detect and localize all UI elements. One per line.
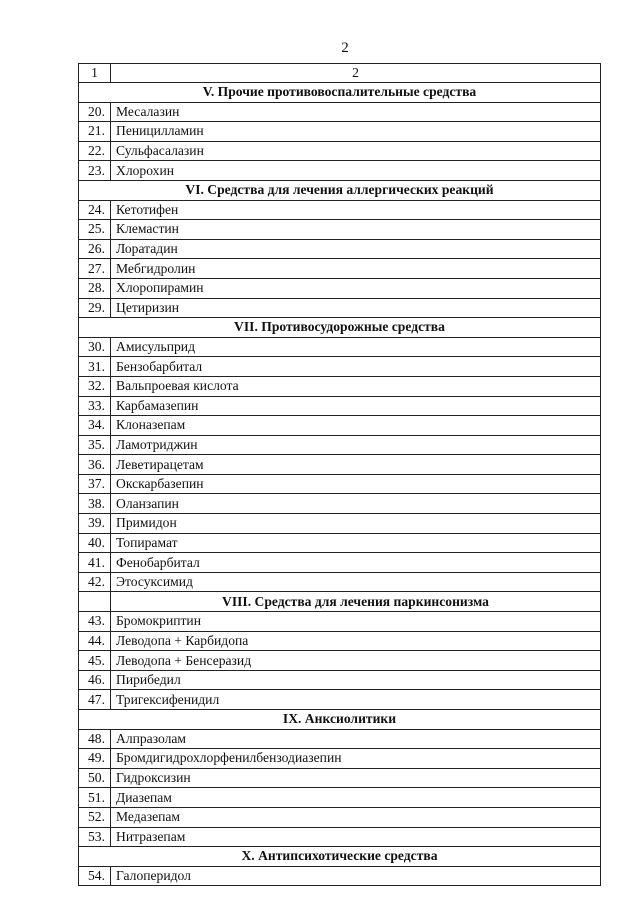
drug-name: Хлоропирамин	[111, 278, 601, 298]
item-number: 31.	[79, 357, 111, 377]
drug-name: Пеницилламин	[111, 122, 601, 142]
table-row	[79, 651, 601, 671]
table-row	[79, 220, 601, 240]
item-number: 35.	[79, 435, 111, 455]
drug-name: Клемастин	[111, 220, 601, 240]
item-number: 27.	[79, 259, 111, 279]
drug-name: Мебгидролин	[111, 259, 601, 279]
table-row	[79, 298, 601, 318]
item-number: 41.	[79, 553, 111, 573]
drug-name: Гидроксизин	[111, 768, 601, 788]
table-row	[79, 729, 601, 749]
item-number: 49.	[79, 749, 111, 769]
section-title: IX. Анксиолитики	[79, 710, 601, 730]
drug-name: Вальпроевая кислота	[111, 376, 601, 396]
drug-name: Бензобарбитал	[111, 357, 601, 377]
drug-list-table	[78, 63, 601, 886]
drug-name: Сульфасалазин	[111, 141, 601, 161]
drug-name: Хлорохин	[111, 161, 601, 181]
drug-name: Леводопа + Бенсеразид	[111, 651, 601, 671]
drug-name: Карбамазепин	[111, 396, 601, 416]
drug-name: Окскарбазепин	[111, 474, 601, 494]
section-title: VIII. Средства для лечения паркинсонизма	[111, 592, 601, 612]
page-number: 2	[341, 40, 349, 56]
item-number: 50.	[79, 768, 111, 788]
drug-name: Клоназепам	[111, 416, 601, 436]
item-number: 25.	[79, 220, 111, 240]
table-row	[79, 396, 601, 416]
column-header-row	[79, 64, 601, 83]
section-title: X. Антипсихотические средства	[79, 847, 601, 867]
drug-name: Кетотифен	[111, 200, 601, 220]
section-header-row	[79, 592, 601, 612]
section-title: V. Прочие противовоспалительные средства	[79, 83, 601, 103]
item-number: 48.	[79, 729, 111, 749]
table-row	[79, 572, 601, 592]
table-row	[79, 435, 601, 455]
table-row	[79, 514, 601, 534]
drug-name: Этосуксимид	[111, 572, 601, 592]
item-number: 29.	[79, 298, 111, 318]
item-number: 46.	[79, 670, 111, 690]
item-number: 21.	[79, 122, 111, 142]
drug-name: Тригексифенидил	[111, 690, 601, 710]
section-header-row	[79, 83, 601, 103]
table-row	[79, 612, 601, 632]
table-row	[79, 122, 601, 142]
drug-name: Диазепам	[111, 788, 601, 808]
table-body	[79, 64, 601, 886]
drug-name: Ламотриджин	[111, 435, 601, 455]
item-number: 45.	[79, 651, 111, 671]
item-number: 26.	[79, 239, 111, 259]
table-row	[79, 357, 601, 377]
item-number: 43.	[79, 612, 111, 632]
table-row	[79, 474, 601, 494]
drug-name: Бромокриптин	[111, 612, 601, 632]
table-row	[79, 141, 601, 161]
item-number: 42.	[79, 572, 111, 592]
drug-name: Оланзапин	[111, 494, 601, 514]
table-row	[79, 866, 601, 886]
table-row	[79, 337, 601, 357]
table-row	[79, 102, 601, 122]
drug-name: Цетиризин	[111, 298, 601, 318]
drug-name: Алпразолам	[111, 729, 601, 749]
item-number: 23.	[79, 161, 111, 181]
item-number: 40.	[79, 533, 111, 553]
table-row	[79, 416, 601, 436]
column-header-2: 2	[111, 64, 601, 83]
item-number: 51.	[79, 788, 111, 808]
section-header-row	[79, 180, 601, 200]
table-row	[79, 494, 601, 514]
drug-name: Фенобарбитал	[111, 553, 601, 573]
item-number: 39.	[79, 514, 111, 534]
drug-name: Медазепам	[111, 807, 601, 827]
section-header-row	[79, 710, 601, 730]
item-number: 22.	[79, 141, 111, 161]
table-row	[79, 827, 601, 847]
section-title: VI. Средства для лечения аллергических реакций	[79, 180, 601, 200]
table-row	[79, 278, 601, 298]
item-number: 38.	[79, 494, 111, 514]
item-number: 37.	[79, 474, 111, 494]
table-row	[79, 788, 601, 808]
drug-name: Амисульприд	[111, 337, 601, 357]
item-number: 20.	[79, 102, 111, 122]
table-row	[79, 376, 601, 396]
column-header-1: 1	[79, 64, 111, 83]
item-number: 24.	[79, 200, 111, 220]
item-number: 54.	[79, 866, 111, 886]
drug-name: Лоратадин	[111, 239, 601, 259]
item-number: 52.	[79, 807, 111, 827]
table-row	[79, 807, 601, 827]
section-header-row	[79, 318, 601, 338]
item-number: 47.	[79, 690, 111, 710]
item-number: 53.	[79, 827, 111, 847]
drug-name: Топирамат	[111, 533, 601, 553]
item-number: 36.	[79, 455, 111, 475]
item-number: 44.	[79, 631, 111, 651]
table-row	[79, 631, 601, 651]
drug-name: Примидон	[111, 514, 601, 534]
table-row	[79, 533, 601, 553]
drug-name: Месалазин	[111, 102, 601, 122]
drug-name: Леветирацетам	[111, 455, 601, 475]
table-row	[79, 161, 601, 181]
item-number: 32.	[79, 376, 111, 396]
drug-name: Леводопа + Карбидопа	[111, 631, 601, 651]
drug-name: Нитразепам	[111, 827, 601, 847]
table-row	[79, 239, 601, 259]
section-header-row	[79, 847, 601, 867]
drug-name: Бромдигидрохлорфенилбензодиазепин	[111, 749, 601, 769]
table-row	[79, 749, 601, 769]
item-number: 34.	[79, 416, 111, 436]
table-row	[79, 670, 601, 690]
table-row	[79, 553, 601, 573]
item-number: 33.	[79, 396, 111, 416]
table-row	[79, 455, 601, 475]
item-number: 30.	[79, 337, 111, 357]
table-row	[79, 259, 601, 279]
table-row	[79, 768, 601, 788]
section-title: VII. Противосудорожные средства	[79, 318, 601, 338]
drug-name: Пирибедил	[111, 670, 601, 690]
section-header-empty-cell	[79, 592, 111, 612]
table-row	[79, 690, 601, 710]
drug-name: Галоперидол	[111, 866, 601, 886]
table-row	[79, 200, 601, 220]
item-number: 28.	[79, 278, 111, 298]
